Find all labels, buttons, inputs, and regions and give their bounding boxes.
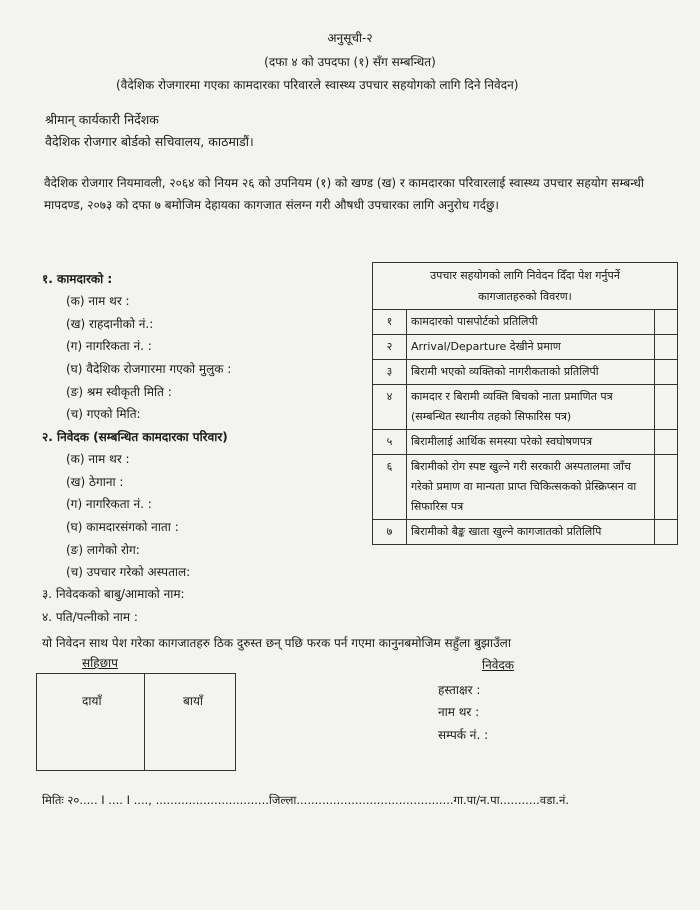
section1-item: (ख) राहदानीको नं.: bbox=[66, 317, 154, 331]
table-row bbox=[373, 520, 678, 545]
section2-item: (ख) ठेगाना : bbox=[66, 475, 124, 489]
section1-item: (ग) नागरिकता नं. : bbox=[66, 339, 152, 353]
row-text: कामदारको पासपोर्टको प्रतिलिपी bbox=[407, 310, 655, 335]
row-text: Arrival/Departure देखीने प्रमाण bbox=[407, 335, 655, 360]
right-thumb-label: दायाँ bbox=[82, 694, 102, 708]
row-number: ३ bbox=[373, 360, 407, 385]
body-paragraph: वैदेशिक रोजगार नियमावली, २०६४ को नियम २६ को उपनियम (१) को खण्ड (ख) र कामदारका परिवारलाई स्वास्थ्य उपचार सहयोग सम्बन्धी मापदण्ड, २०७३ को दफा ७ बमोजिम देहायका कागजात संलग्न गरी औषधी उपचारका लागि अनुरोध गर्दछु। bbox=[44, 176, 645, 212]
applicant-heading: निवेदक bbox=[482, 658, 515, 672]
thumbprint-box bbox=[36, 673, 236, 771]
addressee-line1: श्रीमान् कार्यकारी निर्देशक bbox=[45, 112, 159, 127]
thumbprint-divider bbox=[144, 674, 145, 770]
schedule-label: अनुसूची-२ bbox=[327, 31, 373, 45]
row-number: ७ bbox=[373, 520, 407, 545]
row-number: १ bbox=[373, 310, 407, 335]
row-number: ४ bbox=[373, 385, 407, 430]
section3-parents: ३. निवेदकको बाबु/आमाको नाम: bbox=[42, 587, 185, 601]
table-row bbox=[373, 360, 678, 385]
applicant-contact: सम्पर्क नं. : bbox=[438, 728, 489, 742]
form-title: (वैदेशिक रोजगारमा गएका कामदारका परिवारले स्वास्थ्य उपचार सहयोगको लागि दिने निवेदन) bbox=[116, 78, 519, 92]
row-blank-cell bbox=[655, 455, 678, 520]
row-number: ५ bbox=[373, 430, 407, 455]
section2-item: (ग) नागरिकता नं. : bbox=[66, 497, 152, 511]
row-blank-cell bbox=[655, 360, 678, 385]
section1-item: (ङ) श्रम स्वीकृती मिति : bbox=[66, 385, 172, 399]
section4-spouse: ४. पति/पत्नीको नाम : bbox=[42, 610, 138, 624]
section2-item: (ङ) लागेको रोग: bbox=[66, 543, 140, 557]
documents-table bbox=[372, 262, 678, 545]
applicant-signature: हस्ताक्षर : bbox=[438, 683, 481, 697]
thumbprint-label: सहिछाप bbox=[82, 656, 118, 670]
left-thumb-label: बायाँ bbox=[183, 694, 204, 708]
row-text: बिरामीको बैङ्क खाता खुल्ने कागजातको प्रतिलिपि bbox=[407, 520, 655, 545]
section1-item: (घ) वैदेशिक रोजगारमा गएको मुलुक : bbox=[66, 362, 232, 376]
row-blank-cell bbox=[655, 335, 678, 360]
row-blank-cell bbox=[655, 385, 678, 430]
section2-heading: २. निवेदक (सम्बन्धित कामदारका परिवार) bbox=[42, 430, 228, 444]
table-header-line2: कागजातहरुको विवरण। bbox=[478, 290, 572, 303]
table-row bbox=[373, 335, 678, 360]
row-blank-cell bbox=[655, 430, 678, 455]
section2-item: (क) नाम थर : bbox=[66, 452, 130, 466]
table-row bbox=[373, 385, 678, 430]
row-text: बिरामीलाई आर्थिक समस्या परेको स्वघोषणपत्र bbox=[407, 430, 655, 455]
table-row bbox=[373, 430, 678, 455]
row-blank-cell bbox=[655, 520, 678, 545]
addressee-line2: वैदेशिक रोजगार बोर्डको सचिवालय, काठमाडौं। bbox=[45, 134, 254, 149]
table-row bbox=[373, 310, 678, 335]
declaration-text: यो निवेदन साथ पेश गरेका कागजातहरु ठिक दुरुस्त छन् पछि फरक पर्न गएमा कानुनबमोजिम सहुँला बुझाउँला bbox=[42, 636, 511, 650]
row-text: बिरामी भएको व्यक्तिको नागरीकताको प्रतिलिपी bbox=[407, 360, 655, 385]
applicant-name: नाम थर : bbox=[438, 705, 480, 719]
reference-line: (दफा ४ को उपदफा (१) सँग सम्बन्धित) bbox=[264, 55, 436, 69]
section1-item: (च) गएको मिति: bbox=[66, 407, 141, 421]
row-number: ६ bbox=[373, 455, 407, 520]
table-row bbox=[373, 455, 678, 520]
row-text: बिरामीको रोग स्पष्ट खुल्ने गरी सरकारी अस्पतालमा जाँच गरेको प्रमाण वा मान्यता प्राप्त चिकित्सकको प्रेस्क्रिप्सन वा सिफारिस पत्र bbox=[407, 455, 655, 520]
row-text: कामदार र बिरामी व्यक्ति बिचको नाता प्रमाणित पत्र (सम्बन्धित स्थानीय तहको सिफारिस पत्र) bbox=[407, 385, 655, 430]
table-header-row bbox=[373, 263, 678, 310]
row-blank-cell bbox=[655, 310, 678, 335]
section2-item: (घ) कामदारसंगको नाता : bbox=[66, 520, 179, 534]
table-header-cell bbox=[373, 263, 678, 310]
section2-item: (च) उपचार गरेको अस्पताल: bbox=[66, 565, 191, 579]
section1-heading: १. कामदारको : bbox=[42, 272, 113, 286]
footer-date-line: मितिः २०..... I .... I ...., ...............................जिल्ला...........................................गा.पा/न.पा...........वडा.नं. bbox=[42, 793, 570, 807]
section1-item: (क) नाम थर : bbox=[66, 294, 130, 308]
table-header-line1: उपचार सहयोगको लागि निवेदन दिँदा पेश गर्नुपर्ने bbox=[430, 269, 620, 282]
row-number: २ bbox=[373, 335, 407, 360]
